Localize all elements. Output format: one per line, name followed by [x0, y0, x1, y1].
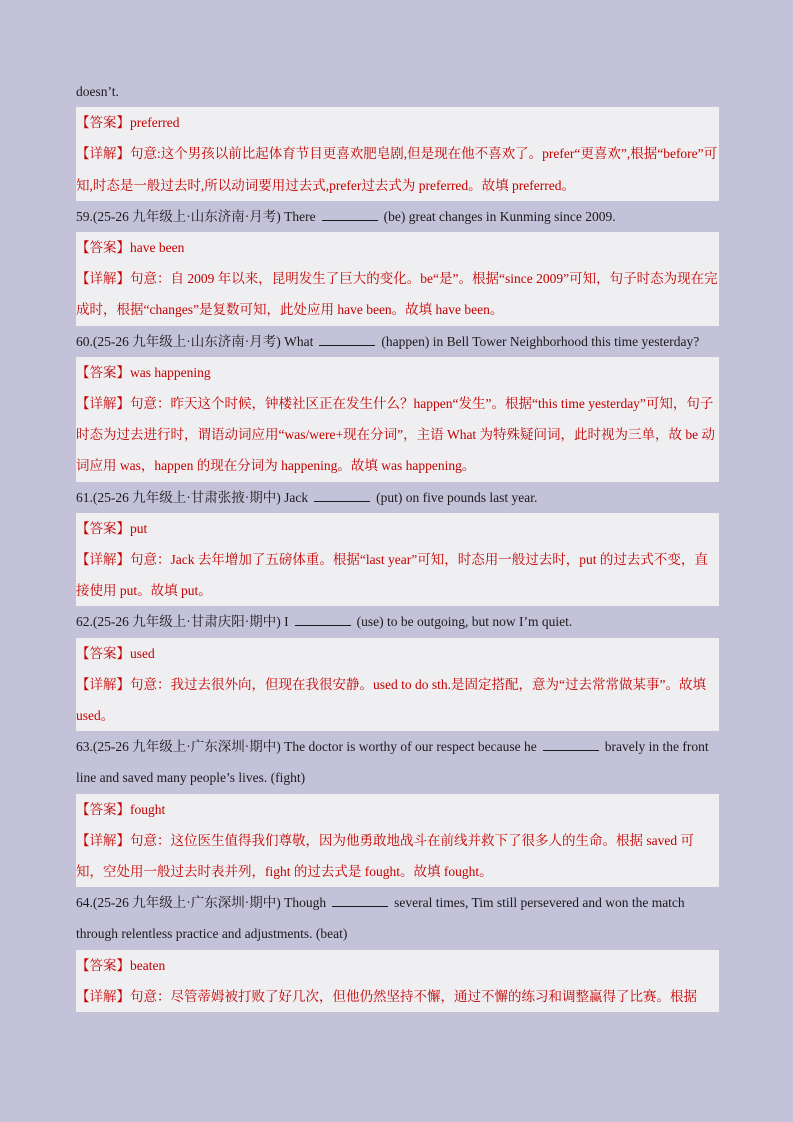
- question-63: [76, 731, 719, 793]
- question-62: [76, 606, 719, 637]
- question-text-after: bravely in the front line and saved many people’s lives. (fight): [76, 739, 709, 786]
- question-source: (25-26 九年级上·山东济南·月考): [92, 208, 281, 224]
- detail-text: 【详解】句意：自 2009 年以来，昆明发生了巨大的变化。be“是”。根据“since 2009”可知，句子时态为现在完成时，根据“changes”是复数可知，此处应用 have been。故填 have been。: [76, 271, 718, 318]
- answer-line: 【答案】beaten: [76, 957, 166, 973]
- question-source: (25-26 九年级上·广东深圳·期中): [92, 895, 281, 911]
- question-text-after: (be) great changes in Kunming since 2009.: [383, 208, 616, 224]
- answer-box: [76, 513, 719, 607]
- question-source: (25-26 九年级上·山东济南·月考): [92, 333, 281, 349]
- question-source: (25-26 九年级上·甘肃张掖·期中): [92, 489, 281, 505]
- question-text-before: Jack: [284, 489, 309, 505]
- answer-blank: [332, 892, 388, 907]
- detail-text: 【详解】句意：尽管蒂姆被打败了好几次，但他仍然坚持不懈，通过不懈的练习和调整赢得了比赛。根据: [76, 988, 697, 1004]
- question-source: (25-26 九年级上·广东深圳·期中): [92, 739, 281, 755]
- answer-blank: [314, 487, 370, 502]
- answer-line: 【答案】have been: [76, 240, 185, 256]
- question-text-before: Though: [284, 895, 327, 911]
- question-source: (25-26 九年级上·甘肃庆阳·期中): [92, 614, 281, 630]
- question-60: [76, 326, 719, 357]
- answer-blank: [295, 611, 351, 626]
- detail-text: 【详解】句意：Jack 去年增加了五磅体重。根据“last year”可知，时态用一般过去时，put 的过去式不变，直接使用 put。故填 put。: [76, 552, 708, 599]
- answer-blank: [322, 206, 378, 221]
- question-59: [76, 201, 719, 232]
- answer-box: [76, 794, 719, 888]
- question-number: 60.: [76, 333, 93, 349]
- question-number: 61.: [76, 489, 93, 505]
- question-61: [76, 482, 719, 513]
- question-64: [76, 887, 719, 949]
- question-text-before: There: [284, 208, 316, 224]
- question-number: 59.: [76, 208, 93, 224]
- question-text-after: (put) on five pounds last year.: [376, 489, 538, 505]
- answer-box: [76, 950, 719, 1012]
- answer-blank: [319, 331, 375, 346]
- detail-text: 【详解】句意：昨天这个时候，钟楼社区正在发生什么？happen“发生”。根据“this time yesterday”可知，句子时态为过去进行时，谓语动词应用“was/were+现在分词”，主语 What 为特殊疑问词，此时视为三单，故 be 动词应用 was，happen 的现在分词为 happening。故填 was happening。: [76, 396, 716, 474]
- document-page: [76, 76, 719, 1012]
- answer-line: 【答案】fought: [76, 801, 166, 817]
- question-number: 62.: [76, 614, 93, 630]
- answer-line: 【答案】preferred: [76, 115, 180, 131]
- question-text-before: The doctor is worthy of our respect because he: [284, 739, 537, 755]
- question-text-after: (happen) in Bell Tower Neighborhood this time yesterday?: [381, 333, 700, 349]
- question-text-after: several times, Tim still persevered and won the match through relentless practice and adjustments. (beat): [76, 895, 685, 942]
- answer-line: 【答案】put: [76, 520, 148, 536]
- answer-box: [76, 357, 719, 482]
- answer-blank: [543, 736, 599, 751]
- question-text-before: I: [284, 614, 289, 630]
- lead-in-text: doesn’t.: [76, 84, 119, 99]
- detail-text: 【详解】句意:这个男孩以前比起体育节目更喜欢肥皂剧,但是现在他不喜欢了。prefer“更喜欢”,根据“before”可知,时态是一般过去时,所以动词要用过去式,prefer过去式为 preferred。故填 preferred。: [76, 146, 718, 193]
- detail-text: 【详解】句意：这位医生值得我们尊敬，因为他勇敢地战斗在前线并救下了很多人的生命。根据 saved 可知，空处用一般过去时表并列，fight 的过去式是 fought。故填 fought。: [76, 832, 694, 880]
- answer-box: [76, 107, 719, 201]
- answer-box: [76, 638, 719, 732]
- question-text-before: What: [284, 333, 314, 349]
- question-number: 64.: [76, 895, 93, 911]
- answer-line: 【答案】used: [76, 645, 155, 661]
- answer-box: [76, 232, 719, 326]
- detail-text: 【详解】句意：我过去很外向，但现在我很安静。used to do sth.是固定搭配，意为“过去常常做某事”。故填 used。: [76, 676, 706, 724]
- question-text-after: (use) to be outgoing, but now I’m quiet.: [356, 614, 573, 630]
- question-number: 63.: [76, 739, 93, 755]
- answer-line: 【答案】was happening: [76, 364, 211, 380]
